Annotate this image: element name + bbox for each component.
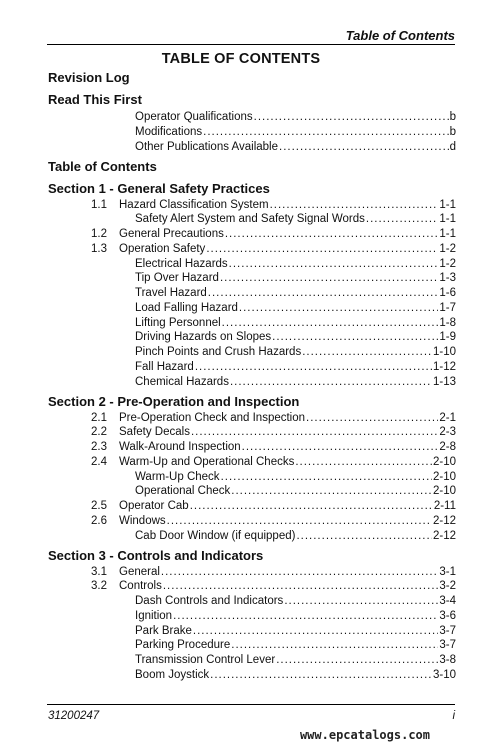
toc-row[interactable] — [91, 316, 456, 331]
toc-entry-title: Hazard Classification System — [119, 198, 269, 211]
dot-leader — [221, 470, 432, 485]
dot-leader — [230, 375, 432, 390]
toc-page-number: 1-2 — [439, 242, 456, 255]
heading-table-of-contents[interactable]: Table of Contents — [48, 159, 157, 174]
footer-website[interactable]: www.epcatalogs.com — [299, 728, 430, 742]
toc-row[interactable] — [91, 411, 456, 426]
toc-row[interactable] — [91, 565, 456, 580]
toc-page-number: 3-2 — [439, 580, 456, 593]
toc-entry-title: Safety Alert System and Safety Signal Words — [135, 213, 365, 226]
heading-read-this-first[interactable]: Read This First — [48, 92, 142, 107]
footer-page-number: i — [452, 710, 455, 722]
toc-entry-title: Modifications — [135, 125, 203, 138]
toc-entry-title: Cab Door Window (if equipped) — [135, 529, 296, 542]
toc-row[interactable] — [91, 257, 456, 272]
toc-number: 2.2 — [91, 426, 107, 439]
dot-leader — [208, 286, 439, 301]
toc-row[interactable] — [91, 638, 456, 653]
heading-section-1[interactable]: Section 1 - General Safety Practices — [48, 181, 270, 196]
dot-leader — [295, 455, 432, 470]
toc-number: 2.4 — [91, 455, 107, 468]
toc-page-number: b — [449, 111, 456, 123]
toc-entry-title: Safety Decals — [119, 426, 190, 439]
toc-page-number: 2-3 — [439, 426, 456, 439]
footer-doc-number: 31200247 — [48, 710, 100, 722]
toc-row[interactable] — [91, 470, 456, 485]
toc-row[interactable] — [91, 579, 456, 594]
page-title: TABLE OF CONTENTS — [161, 51, 321, 67]
dot-leader — [193, 624, 438, 639]
toc-page-number: b — [449, 125, 456, 138]
toc-page-number: 1-7 — [439, 301, 456, 314]
toc-page-number: 1-1 — [439, 213, 456, 226]
toc-page-number: 1-2 — [439, 257, 456, 270]
toc-entry-title: Transmission Control Lever — [135, 654, 276, 666]
toc-entry-title: Walk-Around Inspection — [119, 441, 241, 453]
toc-page-number: d — [449, 140, 456, 153]
toc-row[interactable] — [91, 594, 456, 609]
toc-row[interactable] — [91, 212, 456, 227]
toc-page-number: 2-8 — [439, 441, 456, 453]
heading-section-2[interactable]: Section 2 - Pre-Operation and Inspection — [48, 394, 300, 409]
dot-leader — [270, 198, 439, 213]
toc-entry-title: Operational Check — [135, 485, 231, 498]
toc-row[interactable] — [91, 529, 456, 544]
toc-row[interactable] — [91, 425, 456, 440]
dot-leader — [231, 484, 432, 499]
toc-page-number: 1-6 — [439, 287, 456, 299]
toc-entry-title: Pinch Points and Crush Hazards — [135, 346, 302, 358]
toc-page-number: 2-10 — [432, 455, 456, 468]
toc-entry-title: Chemical Hazards — [135, 375, 229, 388]
toc-number: 1.1 — [91, 198, 107, 211]
toc-number: 1.3 — [91, 242, 107, 255]
toc-row[interactable] — [91, 110, 456, 125]
toc-number: 2.1 — [91, 411, 107, 424]
toc-page-number: 2-10 — [432, 485, 456, 498]
toc-entry-title: Other Publications Available — [135, 140, 278, 153]
toc-row[interactable] — [91, 227, 456, 242]
toc-entry-title: Park Brake — [135, 624, 192, 637]
toc-page-number: 3-7 — [439, 624, 456, 637]
dot-leader — [163, 579, 439, 594]
toc-entry-title: Lifting Personnel — [135, 316, 221, 329]
dot-leader — [272, 330, 438, 345]
dot-leader — [306, 411, 438, 426]
dot-leader — [195, 360, 432, 375]
toc-row[interactable] — [91, 140, 456, 155]
dot-leader — [231, 638, 438, 653]
heading-revision-log[interactable]: Revision Log — [48, 70, 130, 85]
toc-entry-title: Pre-Operation Check and Inspection — [119, 411, 306, 424]
toc-page-number: 3-7 — [439, 639, 456, 652]
toc-page-number: 2-10 — [432, 470, 456, 483]
dot-leader — [296, 529, 432, 544]
dot-leader — [167, 514, 432, 529]
dot-leader — [302, 345, 432, 360]
toc-page-number: 1-1 — [439, 198, 456, 211]
toc-row[interactable] — [91, 653, 456, 668]
toc-entry-title: Boom Joystick — [135, 668, 210, 681]
toc-number: 3.1 — [91, 565, 107, 578]
dot-leader — [279, 140, 449, 155]
toc-number: 3.2 — [91, 580, 107, 593]
toc-entry-title: Dash Controls and Indicators — [135, 595, 284, 607]
toc-page-number: 3-4 — [439, 595, 456, 607]
toc-page-number: 1-3 — [439, 272, 456, 285]
toc-row[interactable] — [91, 499, 456, 514]
dot-leader — [229, 257, 439, 272]
dot-leader — [254, 110, 449, 125]
toc-entry-title: General Precautions — [119, 228, 224, 240]
footer-rule — [47, 704, 455, 705]
toc-page-number: 1-13 — [432, 375, 456, 388]
dot-leader — [239, 301, 438, 316]
toc-row[interactable] — [91, 301, 456, 316]
toc-row[interactable] — [91, 440, 456, 455]
dot-leader — [284, 594, 438, 609]
toc-entry-title: Electrical Hazards — [135, 257, 228, 270]
toc-entry-title: Operation Safety — [119, 242, 206, 255]
toc-row[interactable] — [91, 375, 456, 390]
toc-page-number: 3-6 — [439, 609, 456, 622]
toc-page-number: 1-10 — [432, 346, 456, 358]
toc-number: 2.5 — [91, 500, 107, 512]
dot-leader — [190, 499, 433, 514]
header-rule — [47, 44, 455, 45]
toc-page-number: 2-12 — [432, 514, 456, 527]
toc-entry-title: Warm-Up Check — [135, 470, 220, 483]
header-title: Table of Contents — [345, 28, 455, 43]
toc-entry-title: Operator Cab — [119, 500, 189, 512]
toc-entry-title: General — [119, 565, 160, 578]
toc-page-number: 2-11 — [433, 500, 456, 512]
toc-entry-title: Travel Hazard — [135, 287, 207, 299]
toc-row[interactable] — [91, 609, 456, 624]
toc-row[interactable] — [91, 360, 456, 375]
toc-row[interactable] — [91, 242, 456, 257]
toc-page-number: 1-12 — [432, 360, 456, 373]
toc-entry-title: Windows — [119, 514, 166, 527]
toc-page-number: 1-1 — [439, 228, 456, 240]
toc-row[interactable] — [91, 455, 456, 470]
toc-page-number: 3-10 — [432, 668, 456, 681]
toc-entry-title: Tip Over Hazard — [135, 272, 219, 285]
dot-leader — [242, 440, 439, 455]
toc-page-number: 3-8 — [439, 654, 456, 666]
dot-leader — [203, 125, 448, 140]
toc-row[interactable] — [91, 198, 456, 213]
toc-row[interactable] — [91, 271, 456, 286]
toc-number: 1.2 — [91, 228, 107, 240]
toc-entry-title: Warm-Up and Operational Checks — [119, 455, 295, 468]
dot-leader — [276, 653, 438, 668]
toc-row[interactable] — [91, 668, 456, 683]
toc-entry-title: Controls — [119, 580, 162, 593]
dot-leader — [366, 212, 438, 227]
heading-section-3[interactable]: Section 3 - Controls and Indicators — [48, 548, 264, 563]
dot-leader — [210, 668, 432, 683]
toc-row[interactable] — [91, 125, 456, 140]
toc-entry-title: Fall Hazard — [135, 360, 194, 373]
toc-page-number: 1-8 — [439, 316, 456, 329]
toc-entry-title: Ignition — [135, 609, 173, 622]
toc-page-number: 3-1 — [439, 565, 456, 578]
dot-leader — [161, 565, 438, 580]
dot-leader — [206, 242, 438, 257]
toc-page-number: 2-1 — [439, 411, 456, 424]
dot-leader — [173, 609, 438, 624]
toc-row[interactable] — [91, 330, 456, 345]
toc-entry-title: Load Falling Hazard — [135, 301, 238, 314]
toc-entry-title: Driving Hazards on Slopes — [135, 331, 272, 344]
dot-leader — [220, 271, 438, 286]
toc-entry-title: Operator Qualifications — [135, 111, 253, 123]
toc-row[interactable] — [91, 624, 456, 639]
toc-entry-title: Parking Procedure — [135, 639, 231, 652]
toc-number: 2.3 — [91, 441, 107, 453]
dot-leader — [225, 227, 439, 242]
toc-row[interactable] — [91, 514, 456, 529]
toc-row[interactable] — [91, 345, 456, 360]
toc-row[interactable] — [91, 286, 456, 301]
toc-page-number: 1-9 — [439, 331, 456, 344]
toc-number: 2.6 — [91, 514, 107, 527]
dot-leader — [222, 316, 439, 331]
dot-leader — [191, 425, 438, 440]
toc-page-number: 2-12 — [432, 529, 456, 542]
toc-row[interactable] — [91, 484, 456, 499]
